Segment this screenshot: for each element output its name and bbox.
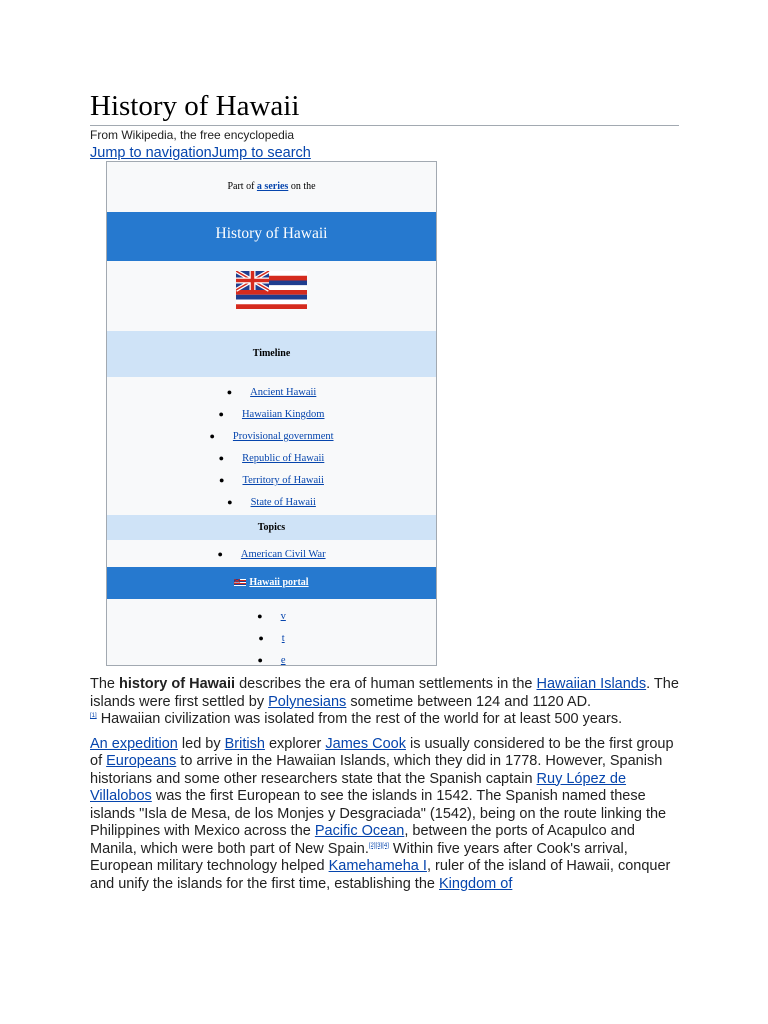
list-item	[107, 547, 436, 561]
timeline-link[interactable]: Provisional government	[232, 431, 334, 442]
infobox-series-prefix: Part of	[227, 181, 257, 192]
bullet-icon: ●	[226, 387, 233, 397]
edit-template-link[interactable]: e	[280, 655, 286, 666]
hawaii-flag-small-icon	[234, 579, 246, 586]
infobox-timeline-heading: Timeline	[107, 331, 436, 377]
text-run: led by	[177, 735, 225, 752]
list-item	[107, 495, 436, 509]
list-item	[107, 429, 436, 443]
british-link[interactable]: British	[224, 735, 265, 752]
infobox-flag-row	[107, 261, 436, 331]
text-run: is usually considered to be the first group of	[90, 735, 674, 769]
list-item	[107, 407, 436, 421]
text-run: explorer	[264, 735, 326, 752]
infobox-title: History of Hawaii	[107, 212, 436, 261]
polynesians-link[interactable]: Polynesians	[268, 693, 347, 710]
text-run: Hawaiian civilization was isolated from the rest of the world for at least 500 years.	[96, 711, 623, 727]
jump-to-navigation-link[interactable]: Jump to navigation	[90, 145, 212, 161]
series-link[interactable]: a series	[256, 181, 289, 192]
bullet-icon: ●	[227, 497, 233, 507]
bullet-icon: ●	[218, 453, 225, 463]
title-divider	[90, 125, 679, 126]
list-item	[107, 385, 436, 399]
page-title: History of Hawaii	[90, 90, 300, 122]
timeline-link[interactable]: Territory of Hawaii	[242, 475, 324, 486]
talk-template-link[interactable]: t	[281, 633, 285, 644]
timeline-link[interactable]: Hawaiian Kingdom	[241, 409, 325, 420]
text-run: The	[90, 676, 120, 692]
bullet-icon: ●	[217, 549, 223, 559]
bullet-icon: ●	[257, 611, 263, 621]
bullet-icon: ●	[257, 655, 263, 665]
citation-link[interactable]: [2][3][4]	[368, 842, 389, 849]
text-run: to arrive in the Hawaiian Islands, which they did in 1778. However, Spanish historians and some other researchers state that the Spanish captain	[90, 753, 663, 787]
jump-links	[90, 145, 311, 161]
hawaii-portal-link[interactable]: Hawaii portal	[249, 577, 309, 588]
bullet-icon: ●	[258, 633, 264, 643]
timeline-link[interactable]: Ancient Hawaii	[250, 387, 317, 398]
text-run: , between the ports of Acapulco and Manila, which were both part of New Spain.	[90, 823, 635, 857]
europeans-link[interactable]: Europeans	[106, 753, 177, 769]
hawaiian-islands-link[interactable]: Hawaiian Islands	[536, 676, 647, 692]
infobox-series-line	[107, 162, 436, 212]
infobox-topics-heading: Topics	[107, 515, 436, 540]
kamehameha-i-link[interactable]: Kamehameha I	[328, 858, 427, 874]
list-item	[107, 451, 436, 465]
article-body	[90, 676, 680, 900]
text-run: , ruler of the island of Hawaii, conquer and unify the islands for the first time, establishing the	[90, 858, 671, 892]
text-run: describes the era of human settlements in the	[235, 676, 537, 692]
list-item	[107, 631, 436, 645]
bullet-icon: ●	[218, 409, 224, 419]
infobox-series-suffix: on the	[288, 181, 316, 192]
text-run: was the first European to see the islands in 1542. The Spanish named these islands "Isla de Mesa, de los Monjes y Desgraciada" (1542), being on the route linking the Philippines with Mexico across the	[90, 788, 667, 839]
topic-link[interactable]: American Civil War	[240, 549, 326, 560]
article-paragraph	[90, 736, 680, 894]
site-tagline: From Wikipedia, the free encyclopedia	[90, 128, 295, 142]
text-run: . The islands were first settled by	[90, 676, 679, 710]
jump-to-search-link[interactable]: Jump to search	[211, 145, 311, 161]
hawaii-flag-icon[interactable]	[236, 271, 307, 309]
text-run: sometime between 124 and 1120 AD.	[346, 693, 592, 710]
ruy-lopez-de-villalobos-link[interactable]: Ruy López de Villalobos	[90, 770, 627, 804]
infobox-portal-bar	[107, 567, 436, 599]
bullet-icon: ●	[219, 475, 225, 485]
timeline-link[interactable]: State of Hawaii	[250, 497, 316, 508]
bold-term: history of Hawaii	[119, 676, 236, 692]
text-run: Within five years after Cook's arrival, European military technology helped	[90, 840, 628, 874]
article-paragraph	[90, 676, 680, 729]
list-item	[107, 609, 436, 623]
list-item	[107, 473, 436, 487]
an-expedition-link[interactable]: An expedition	[90, 735, 178, 752]
bullet-icon: ●	[209, 431, 215, 441]
series-infobox	[106, 161, 437, 666]
timeline-link[interactable]: Republic of Hawaii	[242, 453, 325, 464]
kingdom-of-hawaii-link[interactable]: Kingdom of	[439, 875, 513, 892]
citation-link[interactable]: [1]	[90, 713, 97, 720]
pacific-ocean-link[interactable]: Pacific Ocean	[314, 823, 405, 839]
james-cook-link[interactable]: James Cook	[325, 735, 406, 752]
view-template-link[interactable]: v	[280, 611, 286, 622]
list-item	[107, 653, 436, 667]
